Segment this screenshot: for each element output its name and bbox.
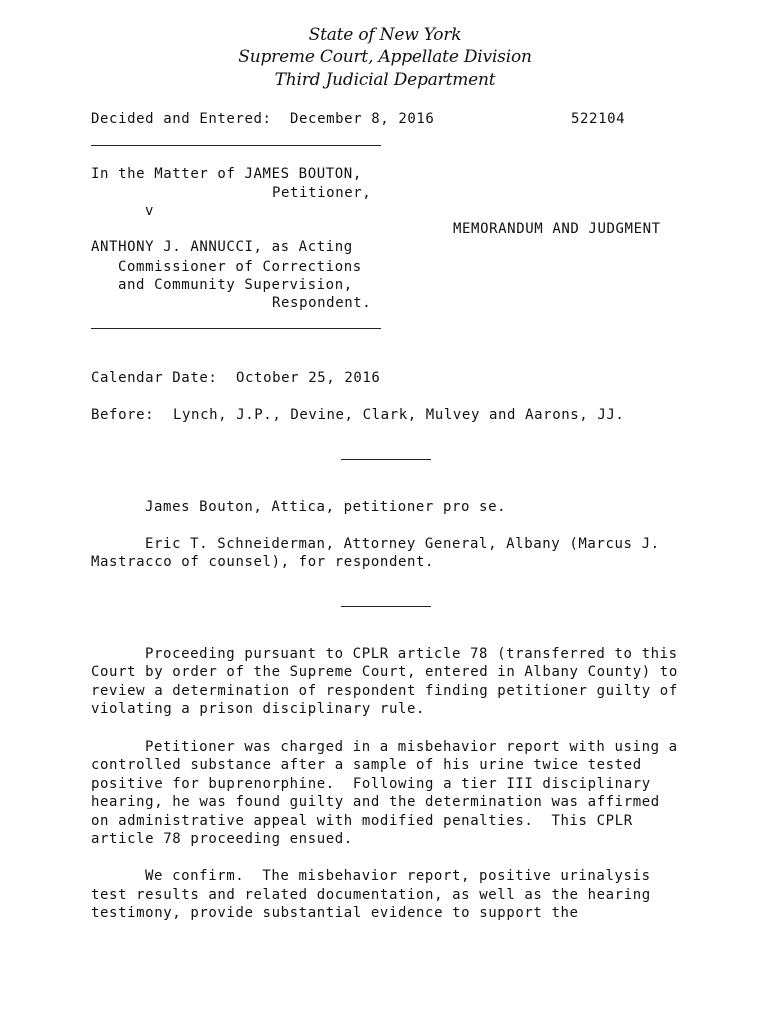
- caption-top-rule: [91, 145, 381, 146]
- department-heading: Third Judicial Department: [274, 70, 496, 90]
- judges-list: Lynch, J.P., Devine, Clark, Mulvey and Aarons, JJ.: [173, 407, 625, 423]
- respondent-label: Respondent.: [272, 295, 372, 311]
- versus-label: v: [145, 203, 155, 219]
- body-p1-line-4: violating a prison disciplinary rule.: [91, 701, 426, 717]
- court-heading: Supreme Court, Appellate Division: [238, 47, 532, 67]
- caption-bottom-rule: [91, 328, 381, 329]
- petitioner-counsel: James Bouton, Attica, petitioner pro se.: [145, 499, 507, 515]
- calendar-date: October 25, 2016: [236, 370, 381, 386]
- state-heading: State of New York: [308, 25, 462, 45]
- before-label: Before:: [91, 407, 155, 423]
- body-p2-line-3: positive for buprenorphine. Following a tier III disciplinary: [91, 776, 651, 792]
- petitioner-label: Petitioner,: [272, 185, 372, 201]
- body-p3-line-1: We confirm. The misbehavior report, positive urinalysis: [145, 868, 651, 884]
- separator-rule-1: [341, 459, 431, 460]
- body-p2-line-4: hearing, he was found guilty and the determination was affirmed: [91, 794, 660, 810]
- body-p3-line-2: test results and related documentation, as well as the hearing: [91, 887, 651, 903]
- separator-rule-2: [341, 606, 431, 607]
- body-p1-line-2: Court by order of the Supreme Court, entered in Albany County) to: [91, 664, 678, 680]
- body-p2-line-1: Petitioner was charged in a misbehavior report with using a: [145, 739, 678, 755]
- matter-line: In the Matter of JAMES BOUTON,: [91, 166, 362, 182]
- body-p1-line-1: Proceeding pursuant to CPLR article 78 (transferred to this: [145, 646, 678, 662]
- body-p3-line-3: testimony, provide substantial evidence to support the: [91, 905, 579, 921]
- calendar-label: Calendar Date:: [91, 370, 218, 386]
- body-p2-line-6: article 78 proceeding ensued.: [91, 831, 353, 847]
- body-p2-line-2: controlled substance after a sample of his urine twice tested: [91, 757, 642, 773]
- document-type: MEMORANDUM AND JUDGMENT: [453, 221, 661, 237]
- docket-number: 522104: [571, 111, 626, 127]
- decided-date: December 8, 2016: [290, 111, 435, 127]
- respondent-counsel-line-2: Mastracco of counsel), for respondent.: [91, 554, 435, 570]
- body-p2-line-5: on administrative appeal with modified penalties. This CPLR: [91, 813, 633, 829]
- respondent-line-1: ANTHONY J. ANNUCCI, as Acting: [91, 239, 353, 255]
- decided-label: Decided and Entered:: [91, 111, 272, 127]
- respondent-line-2: Commissioner of Corrections: [118, 259, 362, 275]
- respondent-counsel-line-1: Eric T. Schneiderman, Attorney General, Albany (Marcus J.: [145, 536, 660, 552]
- respondent-line-3: and Community Supervision,: [118, 277, 353, 293]
- body-p1-line-3: review a determination of respondent finding petitioner guilty of: [91, 683, 678, 699]
